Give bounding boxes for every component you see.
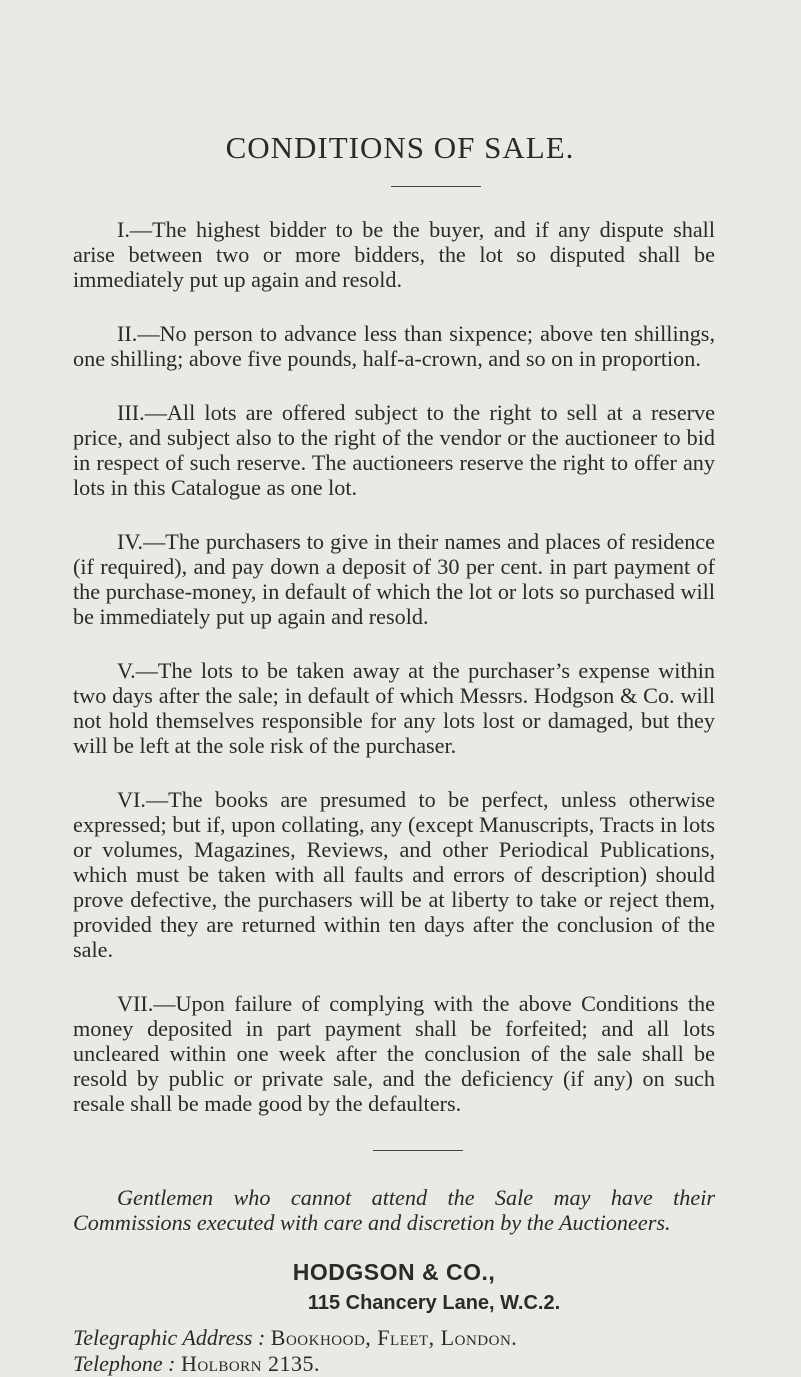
condition-3: III.—All lots are offered subject to the right to sell at a reserve price, and subject also to the right of the vendor or the auctioneer to bid in respect of such reserve. The auctioneers reserve the right to offer any lots in this Catalogue as one lot. — [73, 400, 715, 500]
condition-4: IV.—The purchasers to give in their names and places of residence (if required), and pay down a deposit of 30 per cent. in part payment of the purchase-money, in default of which the lot or lots so purchased will be immediately put up again and resold. — [73, 529, 715, 629]
telephone — [73, 1351, 715, 1377]
commissions-note: Gentlemen who cannot attend the Sale may have their Commissions executed with care and discretion by the Auctioneers. — [73, 1185, 715, 1235]
condition-6: VI.—The books are presumed to be perfect, unless otherwise expressed; but if, upon collating, any (except Manuscripts, Tracts in lots or volumes, Magazines, Reviews, and other Periodical Publications, which must be taken with all faults and errors of description) should prove defective, the purchasers will be at liberty to take or reject them, provided they are returned within ten days after the conclusion of the sale. — [73, 787, 715, 962]
telegraphic-address — [73, 1325, 715, 1351]
condition-5: V.—The lots to be taken away at the purchaser’s expense within two days after the sale; in default of which Messrs. Hodgson & Co. will not hold themselves responsible for any lots lost or damaged, but they will be left at the sole risk of the purchaser. — [73, 658, 715, 758]
telegraphic-value: Bookhood, Fleet, London. — [270, 1325, 518, 1350]
telephone-value: Holborn 2135. — [180, 1351, 321, 1376]
telegraphic-label: Telegraphic Address : — [73, 1325, 266, 1350]
condition-2: II.—No person to advance less than sixpence; above ten shillings, one shilling; above five pounds, half-a-crown, and so on in proportion. — [73, 321, 715, 371]
condition-7: VII.—Upon failure of complying with the above Conditions the money deposited in part payment shall be forfeited; and all lots uncleared within one week after the conclusion of the sale shall be resold by public or private sale, and the deficiency (if any) on such resale shall be made good by the defaulters. — [73, 991, 715, 1116]
firm-address: 115 Chancery Lane, W.C.2. — [307, 1292, 561, 1314]
title-divider — [391, 186, 481, 187]
condition-1: I.—The highest bidder to be the buyer, and if any dispute shall arise between two or more bidders, the lot so disputed shall be immediately put up again and resold. — [73, 217, 715, 292]
telephone-label: Telephone : — [73, 1351, 176, 1376]
page-title: CONDITIONS OF SALE. — [225, 130, 575, 165]
section-divider — [373, 1150, 463, 1151]
firm-name: HODGSON & CO., — [292, 1259, 496, 1285]
